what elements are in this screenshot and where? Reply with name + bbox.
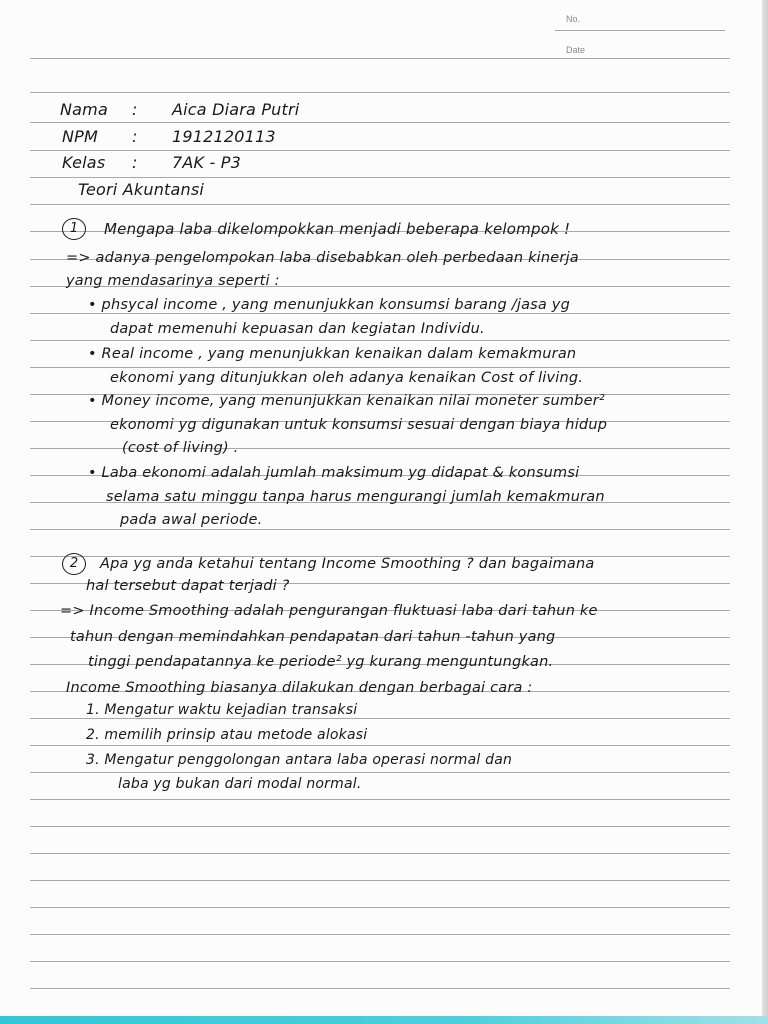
date-line	[30, 58, 730, 59]
no-label: No.	[566, 14, 581, 24]
ruled-line	[30, 772, 730, 773]
ruled-line	[30, 907, 730, 908]
answer-1-line: • Money income, yang menunjukkan kenaikan nilai moneter sumber²	[88, 393, 605, 409]
date-label: Date	[566, 45, 586, 55]
answer-1-line: • Real income , yang menunjukkan kenaikan dalam kemakmuran	[88, 346, 577, 362]
class-label: Kelas	[62, 153, 106, 172]
answer-2-line: tahun dengan memindahkan pendapatan dari tahun -tahun yang	[70, 629, 556, 645]
bottom-edge-strip	[0, 1016, 768, 1024]
npm-value: 1912120113	[172, 127, 276, 146]
question-2-text: Apa yg anda ketahui tentang Income Smoothing ? dan bagaimana	[100, 556, 595, 572]
question-2-number: 2	[62, 553, 86, 575]
answer-1-line: ekonomi yang ditunjukkan oleh adanya kenaikan Cost of living.	[110, 370, 584, 386]
ruled-line	[30, 177, 730, 178]
question-1-number: 1	[62, 218, 86, 240]
answer-2-line: tinggi pendapatannya ke periode² yg kurang menguntungkan.	[88, 654, 554, 670]
ruled-line	[30, 853, 730, 854]
answer-1-line: pada awal periode.	[120, 512, 263, 528]
ruled-line	[30, 934, 730, 935]
name-value: Aica Diara Putri	[172, 100, 300, 119]
npm-colon: :	[132, 127, 138, 146]
question-2-text: hal tersebut dapat terjadi ?	[86, 578, 290, 594]
class-value: 7AK - P3	[172, 153, 241, 172]
ruled-line	[30, 340, 730, 341]
answer-1-line: • Laba ekonomi adalah jumlah maksimum yg didapat & konsumsi	[88, 465, 580, 481]
ruled-line	[30, 826, 730, 827]
ruled-line	[30, 150, 730, 151]
answer-1-line: dapat memenuhi kepuasan dan kegiatan Individu.	[110, 321, 485, 337]
answer-1-line: ekonomi yg digunakan untuk konsumsi sesuai dengan biaya hidup	[110, 417, 608, 433]
subject-title: Teori Akuntansi	[78, 180, 205, 199]
answer-1-line: • phsycal income , yang menunjukkan konsumsi barang /jasa yg	[88, 297, 570, 313]
answer-2-line: 3. Mengatur penggolongan antara laba operasi normal dan	[86, 752, 513, 768]
ruled-line	[30, 880, 730, 881]
ruled-line	[30, 122, 730, 123]
ruled-line	[30, 718, 730, 719]
npm-label: NPM	[62, 127, 99, 146]
answer-1-line: => adanya pengelompokan laba disebabkan oleh perbedaan kinerja	[66, 250, 579, 266]
answer-1-line: selama satu minggu tanpa harus mengurangi jumlah kemakmuran	[106, 489, 605, 505]
page-edge	[762, 0, 768, 1024]
answer-2-line: laba yg bukan dari modal normal.	[118, 776, 362, 792]
ruled-line	[30, 988, 730, 989]
answer-1-line: (cost of living) .	[122, 440, 239, 456]
ruled-line	[30, 745, 730, 746]
class-colon: :	[132, 153, 138, 172]
ruled-line	[30, 367, 730, 368]
ruled-line	[30, 92, 730, 93]
ruled-line	[30, 313, 730, 314]
ruled-line	[30, 961, 730, 962]
name-colon: :	[132, 100, 138, 119]
answer-2-line: 2. memilih prinsip atau metode alokasi	[86, 727, 368, 743]
answer-2-line: Income Smoothing biasanya dilakukan dengan berbagai cara :	[66, 680, 533, 696]
answer-2-line: 1. Mengatur waktu kejadian transaksi	[86, 702, 358, 718]
ruled-line	[30, 529, 730, 530]
no-line	[555, 30, 725, 31]
question-1-text: Mengapa laba dikelompokkan menjadi beberapa kelompok !	[104, 220, 571, 238]
answer-2-line: => Income Smoothing adalah pengurangan fluktuasi laba dari tahun ke	[60, 603, 598, 619]
ruled-line	[30, 799, 730, 800]
name-label: Nama	[60, 100, 108, 119]
ruled-line	[30, 204, 730, 205]
answer-1-line: yang mendasarinya seperti :	[66, 273, 280, 289]
